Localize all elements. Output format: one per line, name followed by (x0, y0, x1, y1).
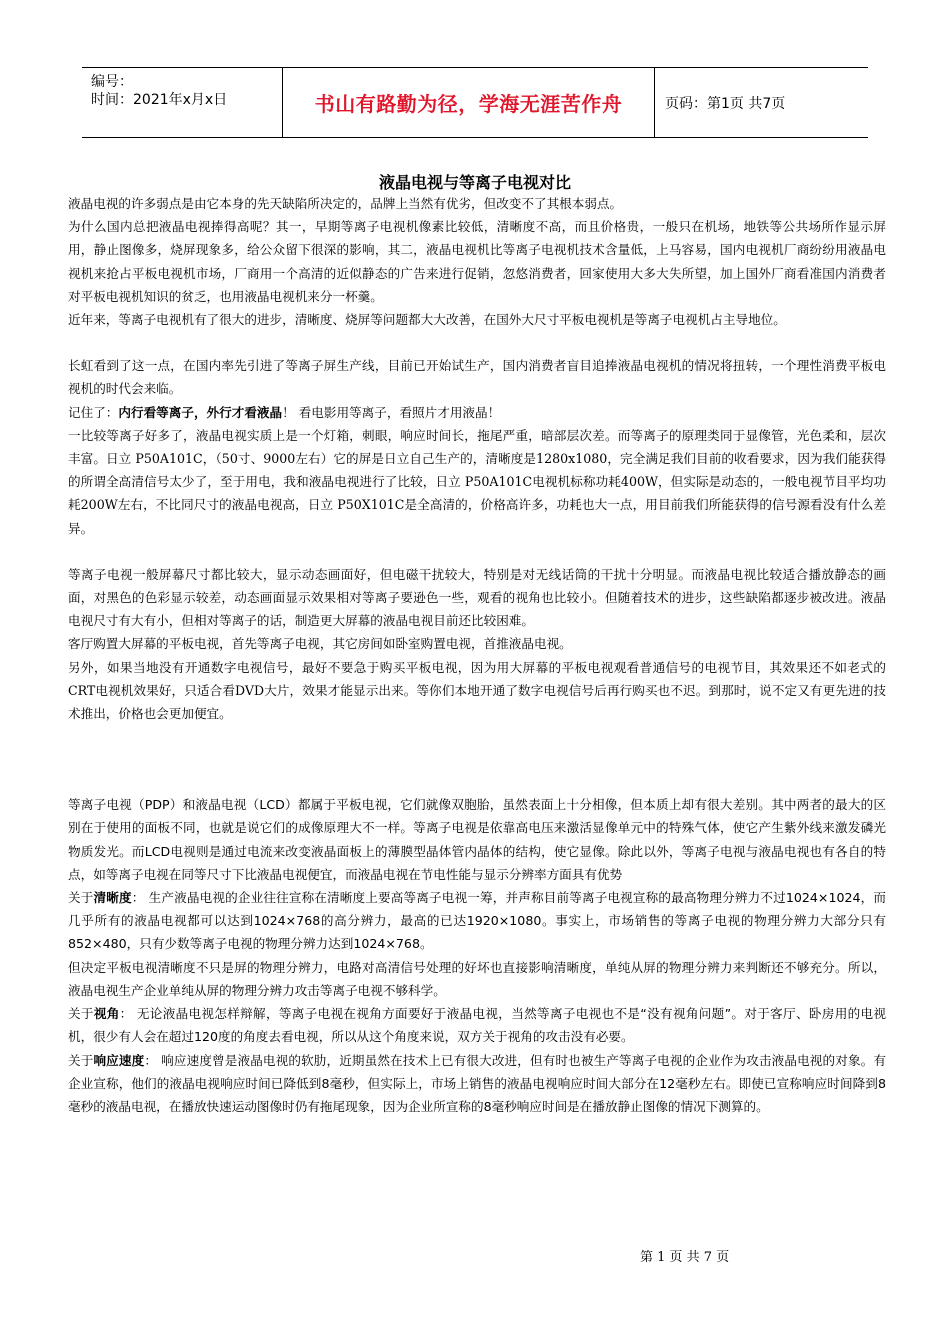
text-run: ： 无论液晶电视怎样辩解，等离子电视在视角方面要好于液晶电视，当然等离子电视也不是“没有视角问题”。对于客厅、卧房用的电视机，很少有人会在超过120度的角度去看电视，所以从这个角度来说，双方关于视角的攻击没有必要。 (68, 1006, 887, 1045)
header-page-cell (655, 68, 868, 137)
text-run: 关于 (68, 890, 94, 906)
header-motto-cell (282, 68, 655, 137)
section-keyword: 清晰度 (93, 890, 132, 906)
header-page-label: 页码：第1页 共7页 (665, 95, 786, 112)
paragraph (68, 1049, 886, 1119)
section-keyword: 视角 (93, 1006, 120, 1022)
paragraph: 另外，如果当地没有开通数字电视信号，最好不要急于购买平板电视，因为用大屏幕的平板电视观看普通信号的电视节目，其效果还不如老式的CRT电视机效果好，只适合看DVD大片，效果才能显示出来。等你们本地开通了数字电视信号后再行购买也不迟。到那时，说不定又有更先进的技术推出，价格也会更加便宜。 (68, 659, 886, 722)
document-number-label: 编号： (91, 74, 133, 90)
text-run: ： 生产液晶电视的企业往往宣称在清晰度上要高等离子电视一筹，并声称目前等离子电视宣称的最高物理分辨力不过1024×1024，而几乎所有的液晶电视都可以达到1024×768的高分辨力，最高的已达1920×1080。事实上，市场销售的等离子电视的物理分辨力大部分只有852×480，只有少数等离子电视的物理分辨力达到1024×768。 (68, 890, 887, 952)
page-footer: 第 1 页 共 7 页 (640, 1250, 730, 1265)
paragraph: 等离子电视（PDP）和液晶电视（LCD）都属于平板电视，它们就像双胞胎，虽然表面上十分相像，但本质上却有很大差别。其中两者的最大的区别在于使用的面板不同，也就是说它们的成像原理大不一样。等离子电视是依靠高电压来激活显像单元中的特殊气体，使它产生紫外线来激发磷光物质发光。而LCD电视则是通过电流来改变液晶面板上的薄膜型晶体管内晶体的结构，使它显像。除此以外，等离子电视与液晶电视也有各自的特点，如等离子电视在同等尺寸下比液晶电视便宜，而液晶电视在节电性能与显示分辨率方面具有优势 (68, 797, 886, 882)
header-motto: 书山有路勤为径，学海无涯苦作舟 (314, 92, 623, 116)
header-left-cell (82, 68, 282, 137)
paragraph: 液晶电视的许多弱点是由它本身的先天缺陷所决定的，品牌上当然有优劣，但改变不了其根本弱点。 (68, 196, 623, 211)
paragraph: 一比较等离子好多了，液晶电视实质上是一个灯箱，刺眼，响应时间长，拖尾严重，暗部层次差。而等离子的原理类同于显像管，光色柔和，层次丰富。日立 P50A101C，（50寸、9000左右）它的屏是日立自己生产的，清晰度是1280x1080，完全满足我们目前的收看要求，因为我们能获得的所谓全高清信号太少了，至于用电，我和液晶电视进行了比较，日立 P50A101C电视机标称功耗400W，但实际是动态的，一般电视节目平均功耗200W左右，不比同尺寸的液晶电视高，日立 P50X101C是全高清的，价格高许多，功耗也大一点，用目前我们所能获得的信号源看没有什么差异。 (68, 427, 886, 536)
paragraph: 为什么国内总把液晶电视捧得高呢？其一，早期等离子电视机像素比较低，清晰度不高，而且价格贵，一般只在机场，地铁等公共场所作显示屏用，静止图像多，烧屏现象多，给公众留下很深的影响，其二，液晶电视机比等离子电视机技术含量低，上马容易，国内电视机厂商纷纷用液晶电视机来抢占平板电视机市场，厂商用一个高清的近似静态的广告来进行促销，忽悠消费者，回家使用大多大失所望，加上国外厂商看准国内消费者对平板电视机知识的贫乏，也用液晶电视机来分一杯羹。 (68, 219, 886, 304)
paragraph (68, 1002, 886, 1048)
document-title: 液晶电视与等离子电视对比 (378, 173, 571, 192)
paragraph: 长虹看到了这一点，在国内率先引进了等离子屏生产线，目前已开始试生产，国内消费者盲目追捧液晶电视机的情况将扭转，一个理性消费平板电视机的时代会来临。 (68, 358, 886, 397)
paragraph: 但决定平板电视清晰度不只是屏的物理分辨力，电路对高清信号处理的好坏也直接影响清晰度，单纯从屏的物理分辨力来判断还不够充分。所以，液晶电视生产企业单纯从屏的物理分辨力攻击等离子电视不够科学。 (68, 959, 886, 998)
paragraph: 客厅购置大屏幕的平板电视，首先等离子电视，其它房间如卧室购置电视，首推液晶电视。 (68, 636, 572, 652)
document-time-label: 时间：2021年x月x日 (91, 92, 228, 108)
emphasis-text: 内行看等离子，外行才看液晶 (118, 404, 283, 420)
text-run: 关于 (68, 1052, 94, 1068)
header-table (82, 67, 868, 138)
paragraph: 等离子电视一般屏幕尺寸都比较大，显示动态画面好，但电磁干扰较大，特别是对无线话筒的干扰十分明显。而液晶电视比较适合播放静态的画面，对黑色的色彩显示较差，动态画面显示效果相对等离子要逊色一些，观看的视角也比较小。但随着技术的进步，这些缺陷都逐步被改进。液晶电视尺寸有大有小，但相对等离子的话，制造更大屏幕的液晶电视目前还比较困难。 (68, 566, 886, 629)
paragraph (68, 886, 886, 956)
section-keyword: 响应速度 (93, 1052, 145, 1068)
text-run: 记住了： (68, 404, 119, 420)
text-run: ： 响应速度曾是液晶电视的软肋，近期虽然在技术上已有很大改进，但有时也被生产等离子电视的企业作为攻击液晶电视的对象。有企业宣称，他们的液晶电视响应时间已降低到8毫秒，但实际上，市场上销售的液晶电视响应时间大部分在12毫秒左右。即使已宣称响应时间降到8毫秒的液晶电视，在播放快速运动图像时仍有拖尾现象，因为企业所宣称的8毫秒响应时间是在播放静止图像的情况下测算的。 (68, 1052, 886, 1114)
paragraph (68, 401, 886, 424)
paragraph: 近年来，等离子电视机有了很大的进步，清晰度、烧屏等问题都大大改善，在国外大尺寸平板电视机是等离子电视机占主导地位。 (68, 312, 786, 328)
text-run: ！ 看电影用等离子，看照片才用液晶！ (282, 404, 501, 420)
text-run: 关于 (68, 1006, 94, 1022)
document-body (68, 192, 886, 1118)
